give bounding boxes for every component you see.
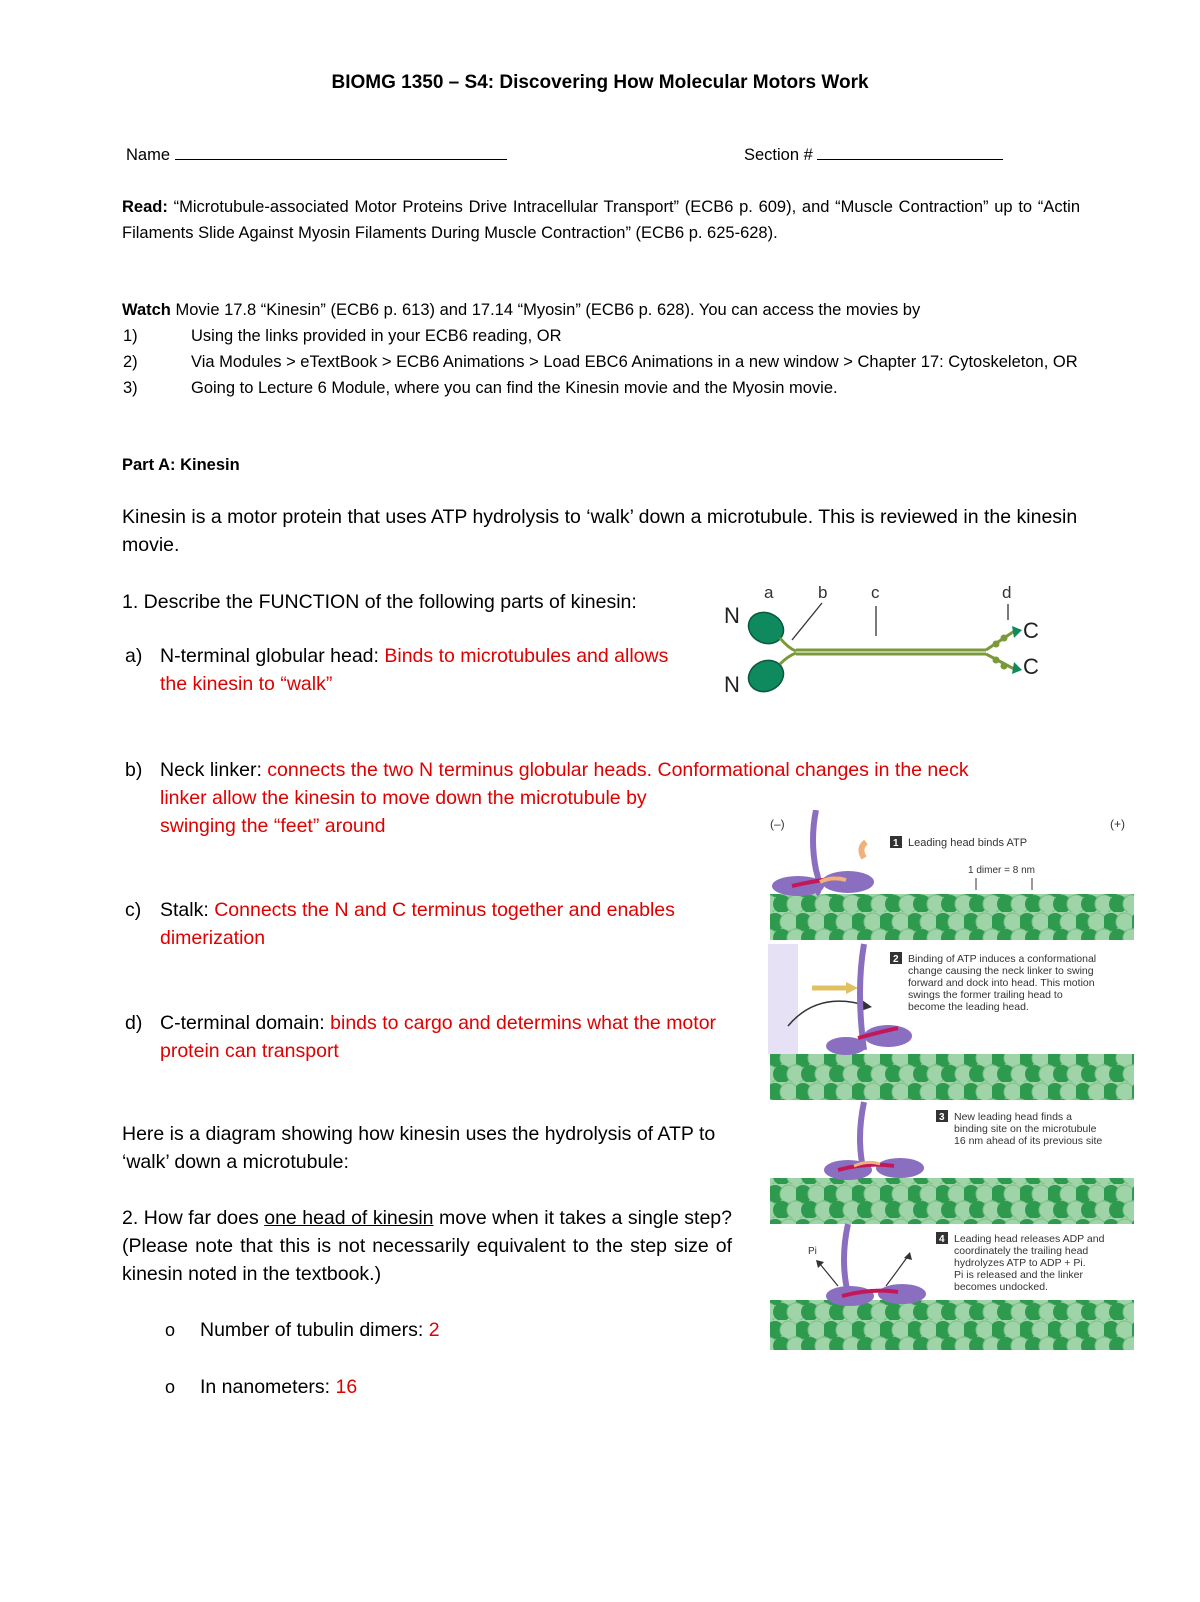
- minus-end-label: (–): [770, 817, 785, 831]
- label-c-top: C: [1023, 618, 1039, 643]
- step-4-line: becomes undocked.: [954, 1281, 1048, 1293]
- kinesin-walk-figure: [768, 810, 1136, 1355]
- name-label: Name: [126, 146, 171, 164]
- item-answer-line2: linker allow the kinesin to move down the microtubule by: [160, 787, 647, 809]
- step-2-line: become the leading head.: [908, 1001, 1029, 1013]
- question-2: 2. How far does one head of kinesin move when it takes a single step? (Please note that this is not necessarily equivalent to the step size of kinesin noted in the textbook.): [122, 1207, 733, 1285]
- step-3-line: 16 nm ahead of its previous site: [954, 1135, 1103, 1147]
- svg-text:2: 2: [893, 954, 899, 965]
- watch-label: Watch: [122, 301, 171, 319]
- item-label: N-terminal globular head:: [160, 645, 379, 667]
- label-d: d: [1002, 583, 1012, 602]
- read-text: “Microtubule-associated Motor Proteins Drive Intracellular Transport” (ECB6 p. 609), and “Muscle Contraction” up to “Actin Filaments Slide Against Myosin Filaments During Muscle Contraction” (ECB6 p. 625-628).: [122, 198, 1080, 242]
- read-paragraph: [122, 194, 1080, 246]
- section-field: [744, 141, 1003, 168]
- pi-label: Pi: [808, 1246, 817, 1257]
- step-3-line: New leading head finds a: [954, 1111, 1072, 1123]
- section-blank[interactable]: [817, 141, 1003, 160]
- item-label: Stalk:: [160, 899, 209, 921]
- item-answer: Connects the N and C terminus together and enables dimerization: [160, 899, 675, 949]
- name-field: [126, 141, 507, 168]
- kinesin-intro: Kinesin is a motor protein that uses ATP hydrolysis to ‘walk’ down a microtubule. This is reviewed in the kinesin movie.: [122, 506, 1078, 556]
- step-4-line: hydrolyzes ATP to ADP + Pi.: [954, 1257, 1086, 1269]
- list-item: 2) Via Modules > eTextBook > ECB6 Animations > Load EBC6 Animations in a new window > Chapter 17: Cytoskeleton, OR: [123, 353, 1078, 371]
- answer-nanometers: 16: [335, 1376, 358, 1398]
- step-4-line: Leading head releases ADP and: [954, 1233, 1105, 1245]
- svg-text:4: 4: [939, 1234, 945, 1245]
- item-answer-line3: swinging the “feet” around: [160, 815, 386, 837]
- page-title: BIOMG 1350 – S4: Discovering How Molecular Motors Work: [331, 72, 869, 93]
- diagram-intro: Here is a diagram showing how kinesin uses the hydrolysis of ATP to ‘walk’ down a microtubule:: [122, 1123, 716, 1173]
- list-item: 3) Going to Lecture 6 Module, where you can find the Kinesin movie and the Myosin movie.: [123, 379, 838, 397]
- answer-dimers: 2: [428, 1319, 440, 1341]
- read-label: Read:: [122, 198, 168, 216]
- label-c: c: [871, 583, 880, 602]
- svg-text:3: 3: [939, 1112, 945, 1123]
- watch-list: [123, 323, 1080, 401]
- head-top: [743, 607, 788, 649]
- question-1: 1. Describe the FUNCTION of the following parts of kinesin:: [122, 591, 637, 613]
- kinesin-structure-figure: [718, 578, 1070, 700]
- label-n-bottom: N: [724, 672, 740, 697]
- step-1-text: Leading head binds ATP: [908, 837, 1028, 849]
- label-b: b: [818, 583, 828, 602]
- plus-end-label: (+): [1110, 817, 1125, 831]
- svg-text:1: 1: [893, 838, 899, 849]
- label-a: a: [764, 583, 774, 602]
- item-label: C-terminal domain:: [160, 1012, 325, 1034]
- step-2-line: swings the former trailing head to: [908, 989, 1063, 1001]
- step-2-line: Binding of ATP induces a conformational: [908, 953, 1097, 965]
- item-answer: binds to cargo and determins what the motor protein can transport: [160, 1012, 717, 1062]
- watch-text: Movie 17.8 “Kinesin” (ECB6 p. 613) and 17.14 “Myosin” (ECB6 p. 628). You can access the movies by: [175, 301, 921, 319]
- step-4-line: Pi is released and the linker: [954, 1269, 1083, 1281]
- item-answer-line1: connects the two N terminus globular heads. Conformational changes in the neck: [267, 759, 969, 781]
- section-label: Section #: [744, 146, 813, 164]
- part-a-heading: Part A: Kinesin: [122, 456, 240, 474]
- step-3-line: binding site on the microtubule: [954, 1123, 1097, 1135]
- step-2-line: forward and dock into head. This motion: [908, 977, 1095, 989]
- dimer-size-label: 1 dimer = 8 nm: [968, 865, 1035, 876]
- label-c-bottom: C: [1023, 654, 1039, 679]
- item-label: Neck linker:: [160, 759, 262, 781]
- watch-paragraph: [122, 297, 1080, 323]
- underlined-phrase: one head of kinesin: [264, 1207, 434, 1229]
- name-blank[interactable]: [175, 141, 507, 160]
- step-2-line: change causing the neck linker to swing: [908, 965, 1094, 977]
- item-answer: Binds to microtubules and allows the kinesin to “walk”: [160, 645, 669, 695]
- list-item: 1) Using the links provided in your ECB6 reading, OR: [123, 327, 562, 345]
- step-4-line: coordinately the trailing head: [954, 1245, 1089, 1257]
- label-n-top: N: [724, 603, 740, 628]
